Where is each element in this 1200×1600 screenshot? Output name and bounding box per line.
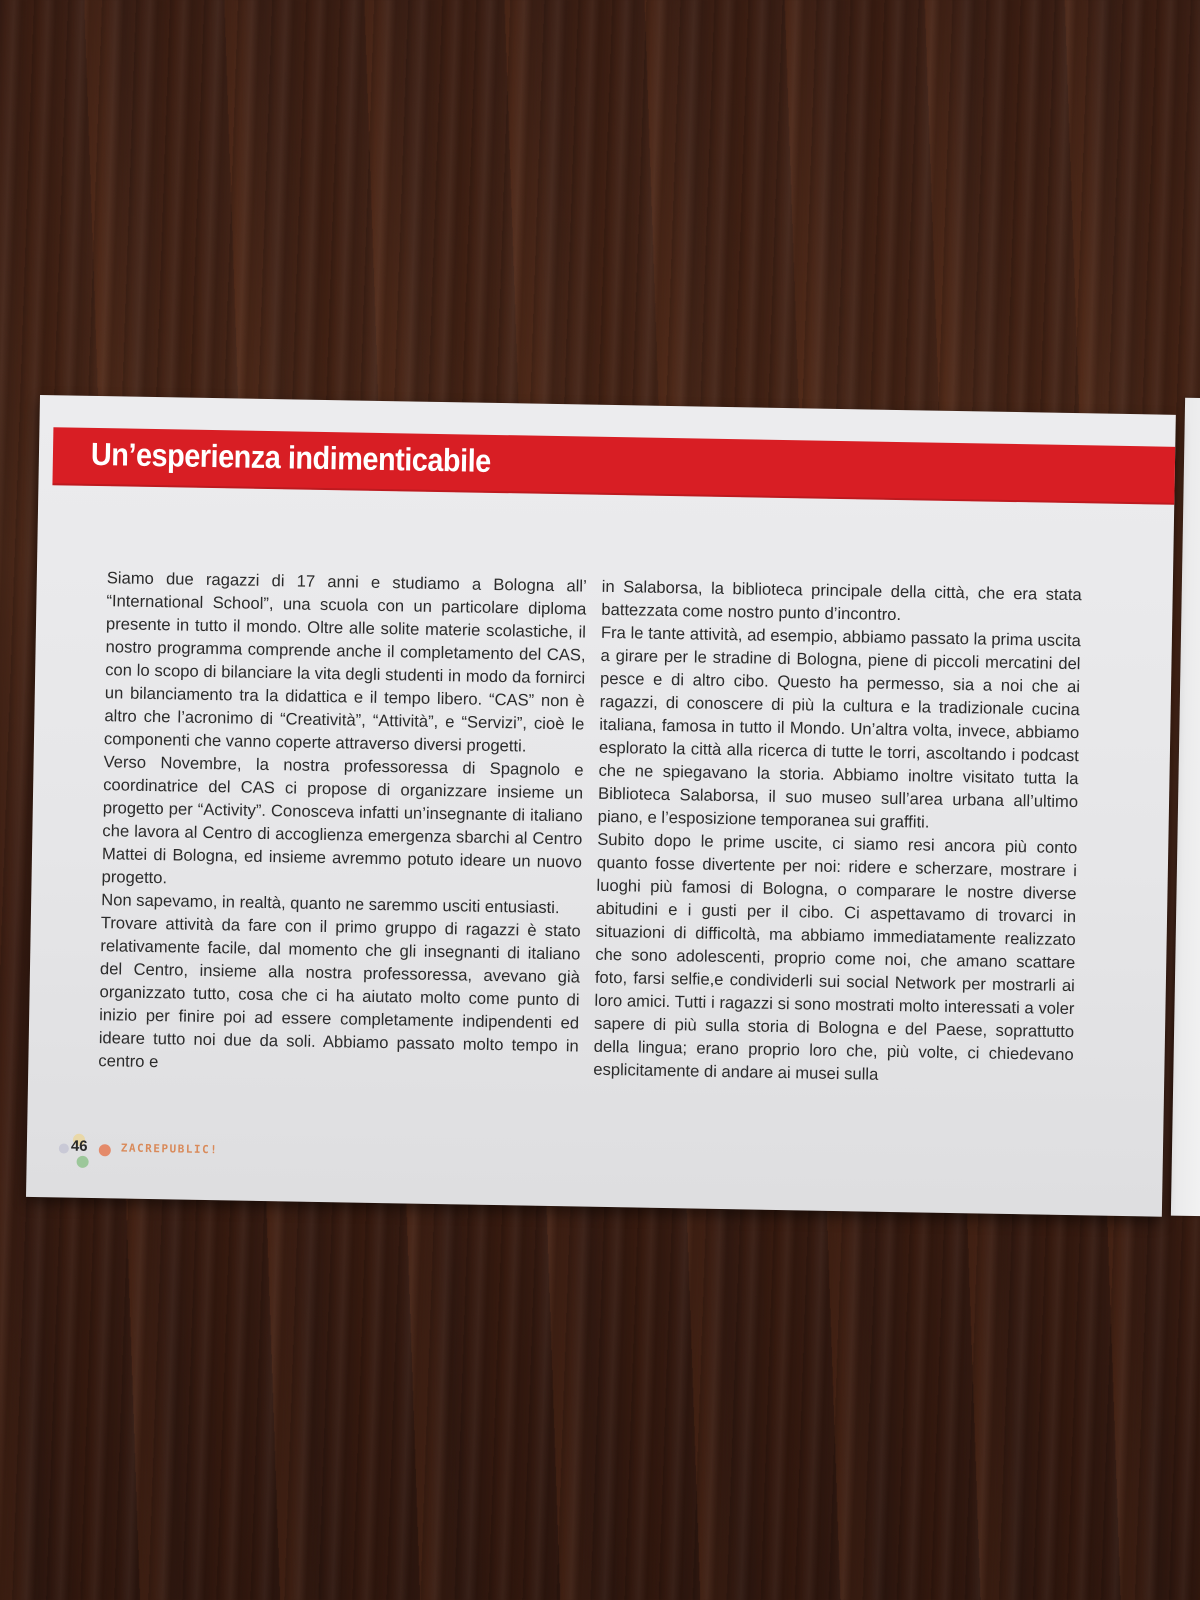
brand-logo: ZACREPUBLIC!	[120, 1141, 219, 1157]
paragraph: Trovare attività da fare con il primo gruppo di ragazzi è stato relativamente facile, dal momento che gli insegnanti di italiano del Centro, insieme alla nostra professoressa, avevano già organizzato tutto, cosa che ci ha aiutato molto come punto di inizio per finire poi ad essere completamente indipendenti ed ideare tutto noi due da soli. Abbiamo passato molto tempo in centro e	[98, 913, 581, 1072]
paragraph: Subito dopo le prime uscite, ci siamo resi ancora più conto quanto fosse divertente per noi: ridere e scherzare, mostrare i luoghi più famosi di Bologna, o comparare le nostre diverse abitudini e i gusti per il cibo. Ci aspettavamo di trovarci in situazioni di difficoltà, ma abbiamo immediatamente realizzato che sono adolescenti, proprio come noi, che amano scattare foto, farsi selfie,e condividerli sui social Network per mostrarli ai loro amici. Tutti i ragazzi si sono mostrati molto interessati a voler sapere di più sulla storia di Bologna e del Paese, soprattutto della lingua; erano proprio loro che, più volte, ci chiedevano esplicitamente di andare ai musei sulla	[593, 829, 1078, 1084]
title-banner	[52, 427, 1175, 505]
decorative-dot-icon	[59, 1143, 69, 1153]
paragraph: Siamo due ragazzi di 17 anni e studiamo a Bologna all’ “International School”, una scuola con un particolare diploma presente in tutto il mondo. Oltre alle solite materie scolastiche, il nostro programma comprende anche il completamento del CAS, con lo scopo di bilanciare la vita degli studenti in modo da fornirci un bilanciamento tra la didattica e il tempo libero. “CAS” non è altro che l’acronimo di “Creatività”, “Attività”, e “Servizi”, cioè le componenti che vanno coperte attraverso diversi progetti.	[103, 568, 587, 756]
paragraph: Fra le tante attività, ad esempio, abbiamo passato la prima uscita a girare per le stradine di Bologna, piene di piccoli mercatini del pesce e di altro cibo. Questo ha permesso, sia a noi che ai ragazzi, di conoscere di più la cultura e la tradizionale cucina italiana, famosa in tutto il Mondo. Un’altra volta, invece, abbiamo esplorato la città alla ricerca di tutte le torri, ascoltando i podcast che ne spiegavano la storia. Abbiamo inoltre visitato tutta la Biblioteca Salaborsa, il suo museo sull’area urbana all’ultimo piano, e l’esposizione temporanea sui graffiti.	[597, 622, 1082, 832]
paragraph: in Salaborsa, la biblioteca principale della città, che era stata battezzata come nostro punto d’incontro.	[601, 576, 1082, 625]
magazine-page	[26, 395, 1176, 1217]
decorative-dot-icon	[99, 1144, 111, 1156]
page-number: 46	[70, 1137, 88, 1155]
left-column	[98, 566, 587, 1080]
right-column	[593, 575, 1082, 1089]
paragraph: Verso Novembre, la nostra professoressa di Spagnolo e coordinatrice del CAS ci propose di organizzare insieme un progetto per “Activity”. Conosceva infatti un’insegnante di italiano che lavora al Centro di accoglienza emergenza sbarchi al Centro Mattei di Bologna, ed insieme avremmo potuto ideare un nuovo progetto.	[101, 752, 584, 888]
page-title: Un’esperienza indimenticabile	[90, 435, 492, 479]
decorative-dot-icon	[77, 1156, 89, 1168]
paragraph: Non sapevamo, in realtà, quanto ne saremmo usciti entusiasti.	[101, 890, 560, 918]
next-page-edge	[1171, 398, 1200, 1217]
page-footer	[55, 1135, 255, 1168]
